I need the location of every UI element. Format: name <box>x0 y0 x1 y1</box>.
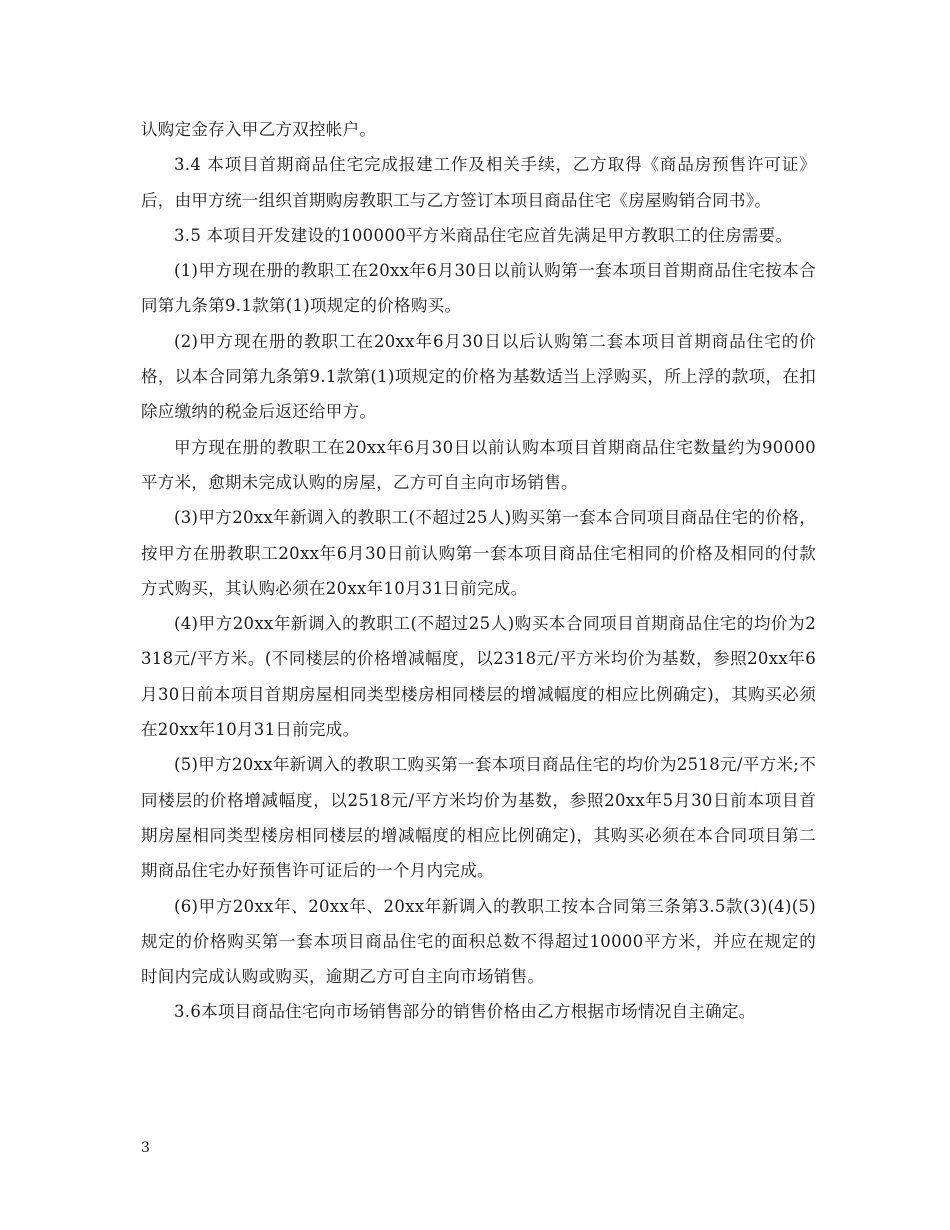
paragraph-4: (1)甲方现在册的教职工在20xx年6月30日以前认购第一套本项目首期商品住宅按本合同第九条第9.1款第(1)项规定的价格购买。 <box>141 261 816 316</box>
paragraph-9: (5)甲方20xx年新调入的教职工购买第一套本项目商品住宅的均价为2518元/平方米;不同楼层的价格增减幅度，以2518元/平方米均价为基数，参照20xx年5月30日前本项目首期房屋相同类型楼房相同楼层的增减幅度的相应比例确定)，其购买必须在本合同项目第二期商品住宅办好预售许可证后的一个月内完成。 <box>141 755 816 881</box>
paragraph-10: (6)甲方20xx年、20xx年、20xx年新调入的教职工按本合同第三条第3.5款(3)(4)(5)规定的价格购买第一套本项目商品住宅的面积总数不得超过10000平方米，并应在规定的时间内完成认购或购买，逾期乙方可自主向市场销售。 <box>141 896 816 987</box>
document-body <box>141 112 816 1030</box>
paragraph-7: (3)甲方20xx年新调入的教职工(不超过25人)购买第一套本合同项目商品住宅的价格，按甲方在册教职工20xx年6月30日前认购第一套本项目商品住宅相同的价格及相同的付款方式购买，其认购必须在20xx年10月31日前完成。 <box>141 508 816 598</box>
paragraph-8: (4)甲方20xx年新调入的教职工(不超过25人)购买本合同项目首期商品住宅的均价为2318元/平方米。(不同楼层的价格增减幅度，以2318元/平方米均价为基数，参照20xx年6月30日前本项目首期房屋相同类型楼房相同楼层的增减幅度的相应比例确定)，其购买必须在20xx年10月31日前完成。 <box>141 614 816 740</box>
paragraph-2: 3.4 本项目首期商品住宅完成报建工作及相关手续，乙方取得《商品房预售许可证》后，由甲方统一组织首期购房教职工与乙方签订本项目商品住宅《房屋购销合同书》。 <box>141 155 816 210</box>
paragraph-5: (2)甲方现在册的教职工在20xx年6月30日以后认购第二套本项目首期商品住宅的价格，以本合同第九条第9.1款第(1)项规定的价格为基数适当上浮购买，所上浮的款项，在扣除应缴纳的税金后返还给甲方。 <box>141 331 816 422</box>
page-number: 3 <box>141 1140 150 1156</box>
paragraph-1: 认购定金存入甲乙方双控帐户。 <box>141 120 377 139</box>
paragraph-3: 3.5 本项目开发建设的100000平方米商品住宅应首先满足甲方教职工的住房需要。 <box>174 225 793 245</box>
paragraph-6: 甲方现在册的教职工在20xx年6月30日以前认购本项目首期商品住宅数量约为90000平方米，愈期未完成认购的房屋，乙方可自主向市场销售。 <box>141 437 816 492</box>
paragraph-11: 3.6本项目商品住宅向市场销售部分的销售价格由乙方根据市场情况自主确定。 <box>174 1002 756 1022</box>
